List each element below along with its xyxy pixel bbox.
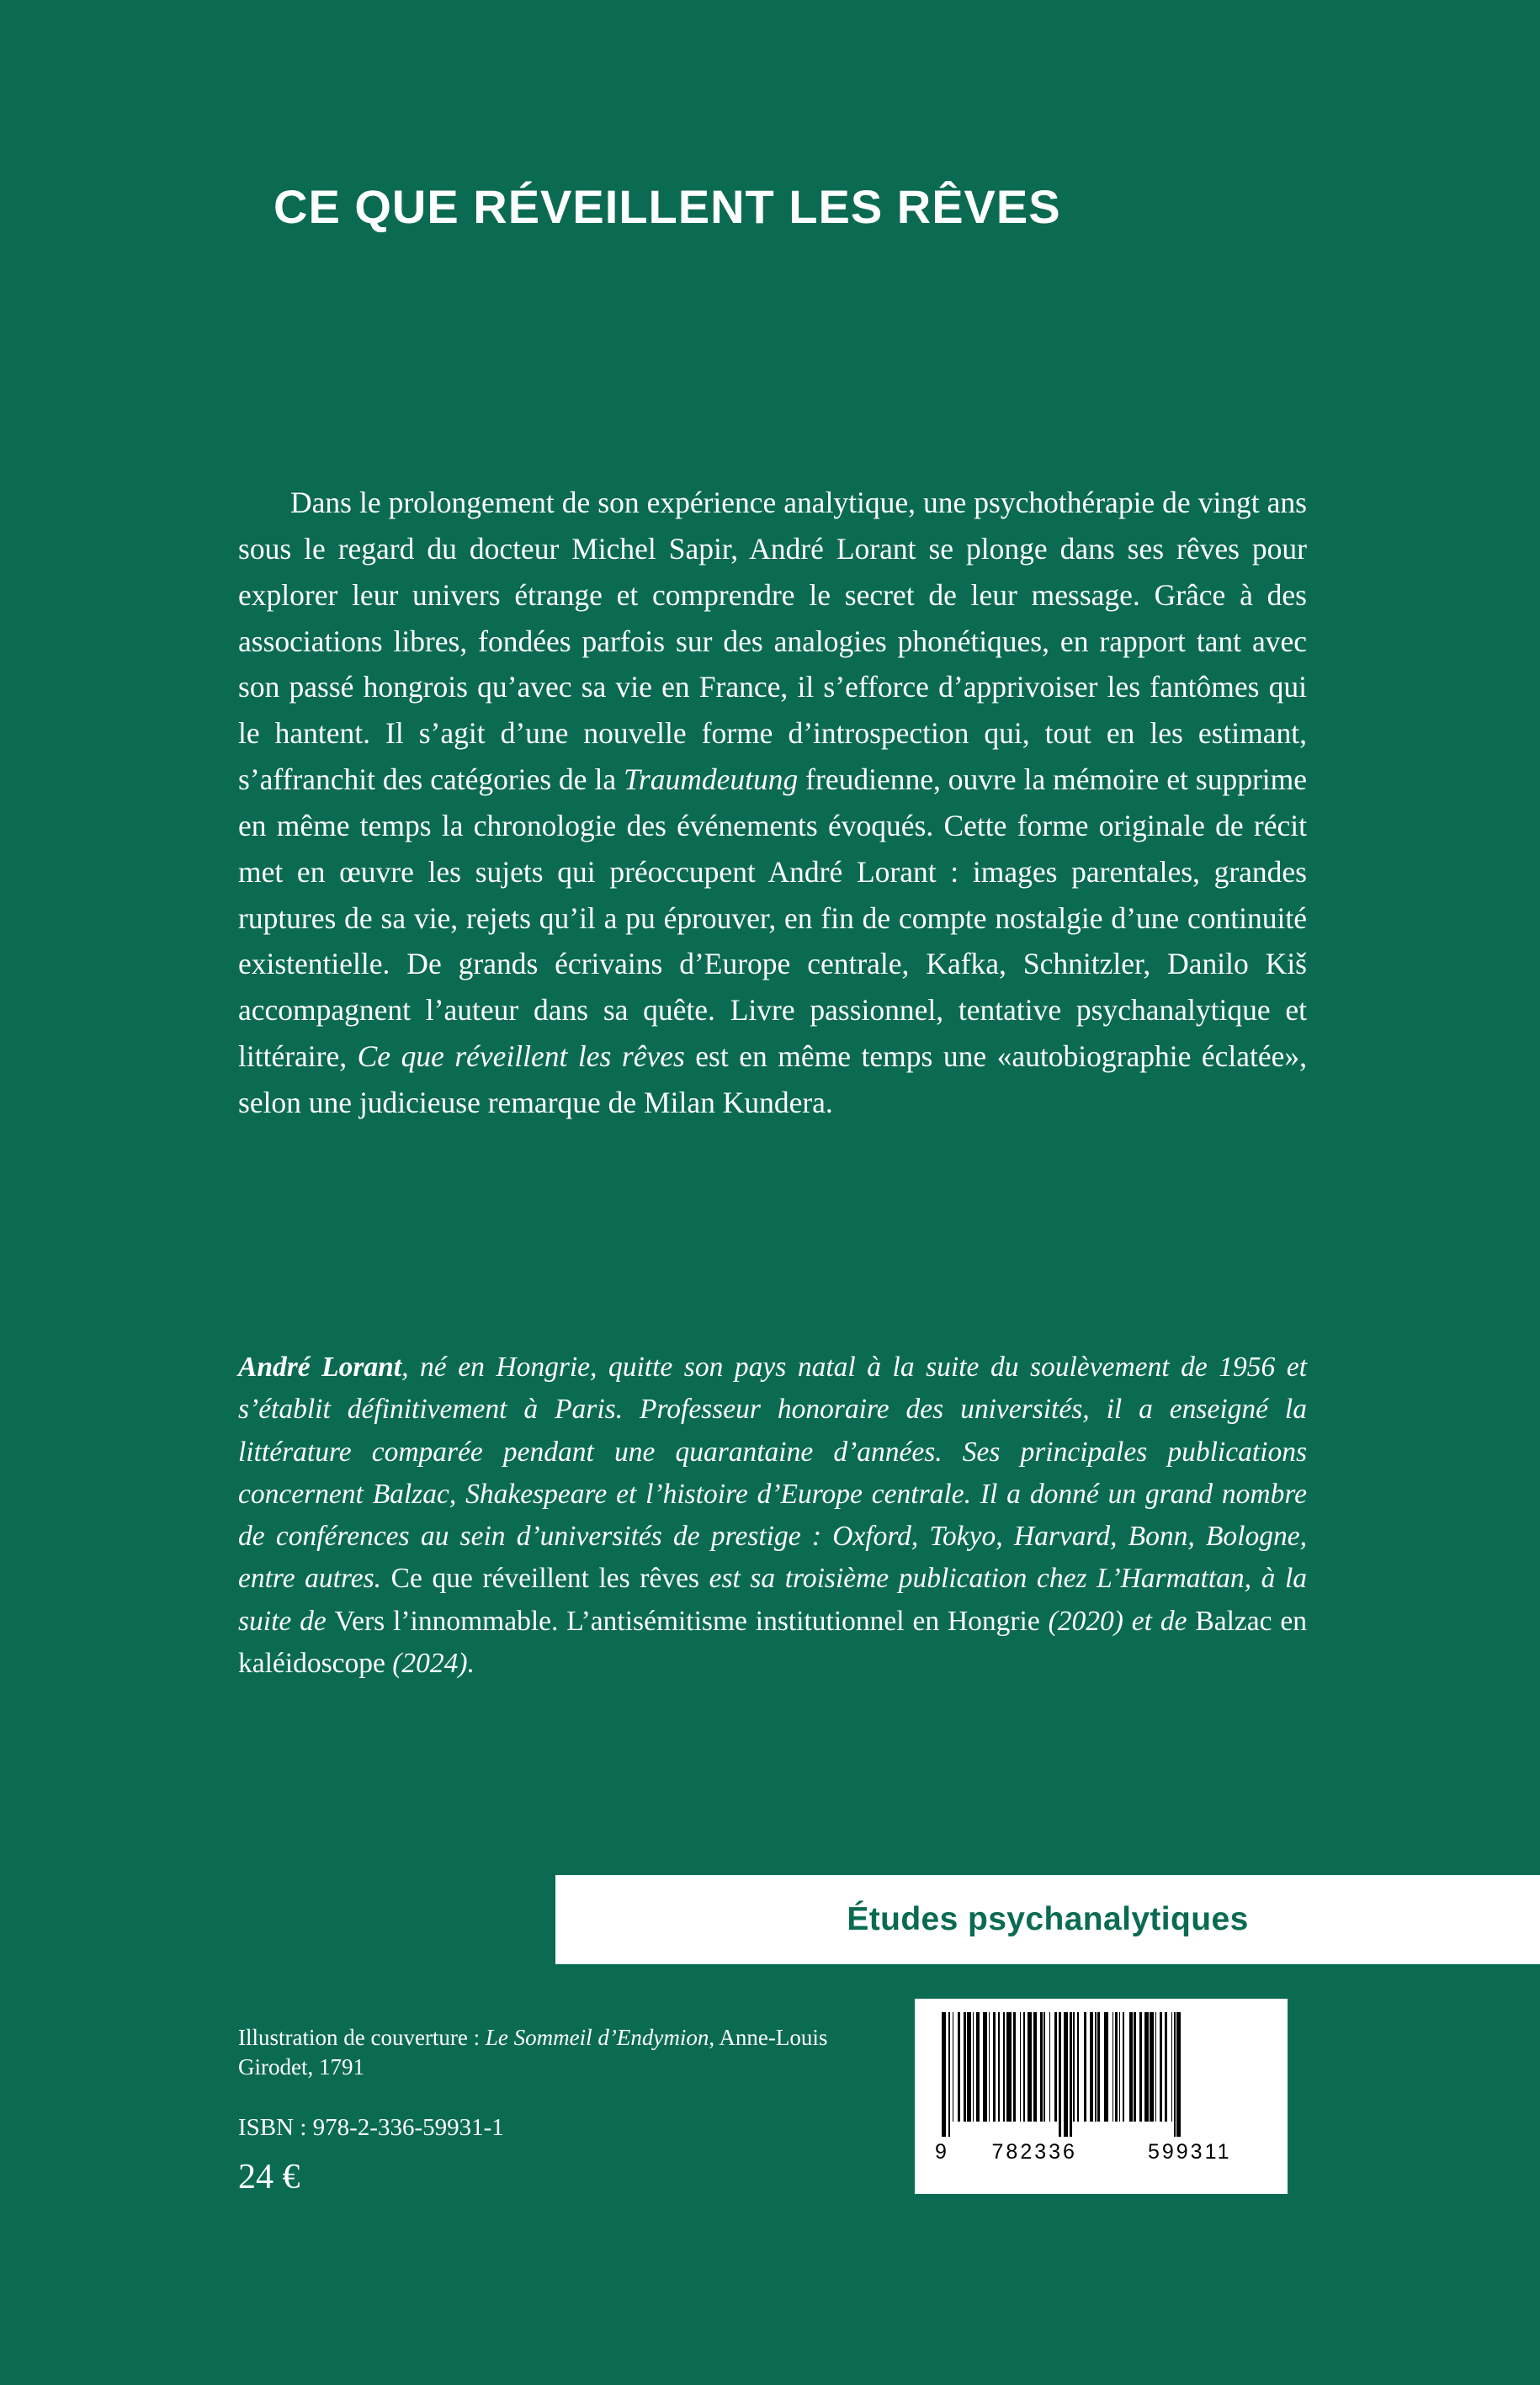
cover-illustration-credit: Illustration de couverture : Le Sommeil d’Endymion, Anne-Louis Girodet, 1791: [238, 2025, 828, 2080]
barcode-lead-digit: 9: [935, 2140, 949, 2164]
book-blurb: Dans le prolongement de son expérience analytique, une psychothérapie de vingt ans sous le regard du docteur Michel Sapir, André Lorant se plonge dans ses rêves pour explorer leur univers étrange et comprendre le secret de leur message. Grâce à des associations libres, fondées parfois sur des analogies phonétiques, en rapport tant avec son passé hongrois qu’avec sa vie en France, il s’efforce d’apprivoiser les fantômes qui le hantent. Il s’agit d’une nouvelle forme d’introspection qui, tout en les estimant, s’affranchit des catégories de la Traumdeutung freudienne, ouvre la mémoire et supprime en même temps la chronologie des événements évoqués. Cette forme originale de récit met en œuvre les sujets qui préoccupent André Lorant : images parentales, grandes ruptures de sa vie, rejets qu’il a pu éprouver, en fin de compte nostalgie d’une continuité existentielle. De grands écrivains d’Europe centrale, Kafka, Schnitzler, Danilo Kiš accompagnent l’auteur dans sa quête. Livre passionnel, tentative psychanalytique et littéraire, Ce que réveillent les rêves est en même temps une «autobiographie éclatée», selon une judicieuse remarque de Milan Kundera.: [238, 486, 1308, 1119]
footer-info: [238, 2023, 895, 2197]
series-label: Études psychanalytiques: [847, 1901, 1249, 1937]
isbn-text: ISBN : 978-2-336-59931-1: [238, 2114, 504, 2142]
page-title: CE QUE RÉVEILLENT LES RÊVES: [273, 180, 1061, 233]
barcode-group-2: 599311: [1147, 2140, 1232, 2164]
series-band: [555, 1875, 1540, 1964]
barcode: [915, 1999, 1288, 2194]
price-text: 24 €: [238, 2158, 300, 2197]
barcode-group-1: 782336: [991, 2140, 1077, 2164]
barcode-digits: [927, 2140, 1276, 2165]
barcode-bars: [942, 2012, 1261, 2137]
author-bio: André Lorant, né en Hongrie, quitte son pays natal à la suite du soulèvement de 1956 et s’établit définitivement à Paris. Professeur honoraire des universités, il a enseigné la littérature comparée pendant une quarantaine d’années. Ses principales publications concernent Balzac, Shakespeare et l’histoire d’Europe centrale. Il a donné un grand nombre de conférences au sein d’universités de prestige : Oxford, Tokyo, Harvard, Bonn, Bologne, entre autres. Ce que réveillent les rêves est sa troisième publication chez L’Harmattan, à la suite de Vers l’innommable. L’antisémitisme institutionnel en Hongrie (2020) et de Balzac en kaléidoscope (2024).: [238, 1352, 1308, 1679]
